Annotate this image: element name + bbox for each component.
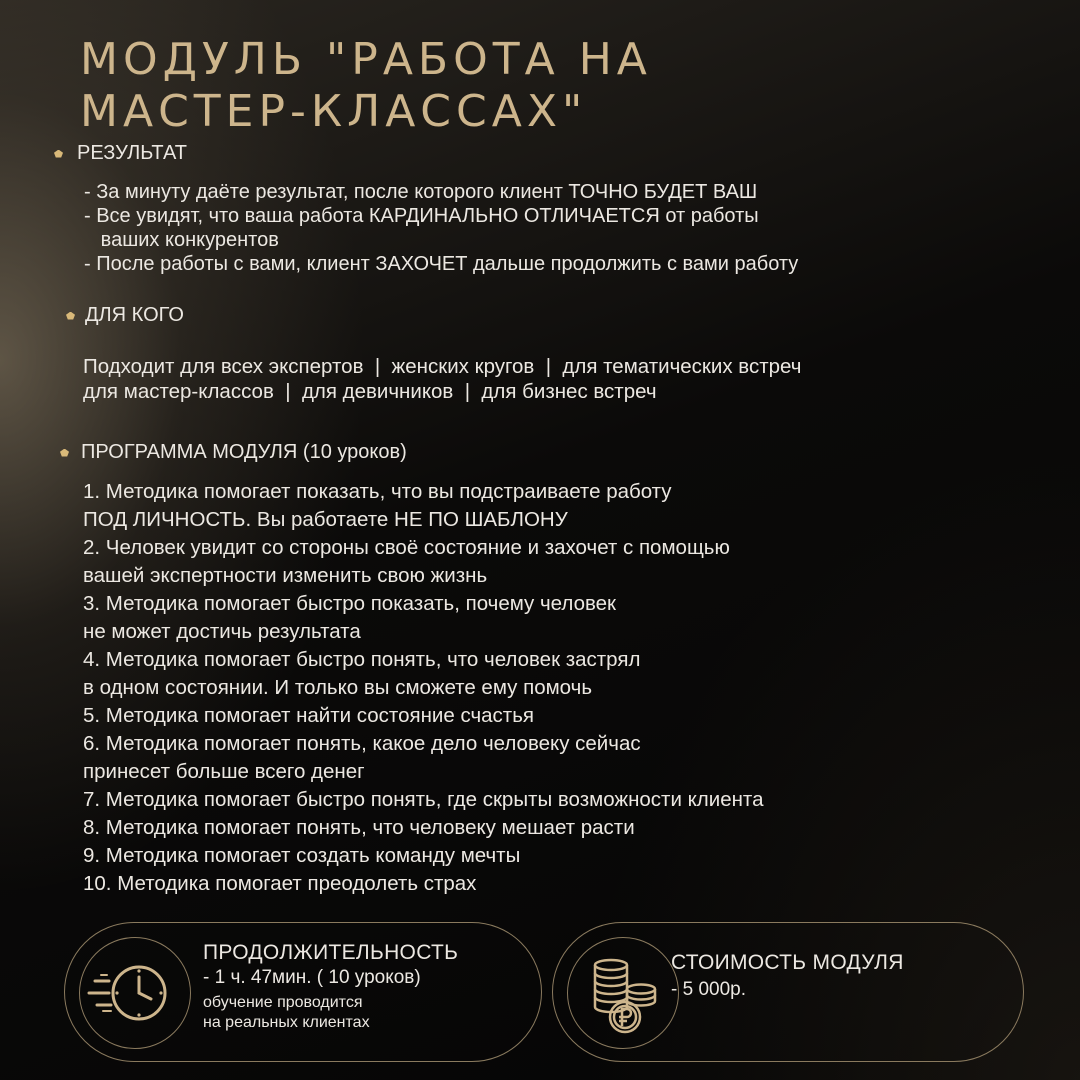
audience-list bbox=[83, 354, 801, 404]
price-value: - 5 000р. bbox=[671, 979, 746, 1000]
duration-note-line: на реальных клиентах bbox=[203, 1014, 370, 1031]
program-line: в одном состоянии. И только вы сможете ему помочь bbox=[83, 676, 592, 699]
title-line-1: МОДУЛЬ "РАБОТА НА bbox=[80, 34, 652, 85]
result-heading-label: РЕЗУЛЬТАТ bbox=[77, 142, 187, 164]
result-item: ваших конкурентов bbox=[84, 229, 279, 251]
clock-icon bbox=[79, 937, 191, 1049]
audience-heading-label: ДЛЯ КОГО bbox=[85, 304, 184, 326]
clock-icon-frame bbox=[79, 937, 191, 1049]
result-item: - После работы с вами, клиент ЗАХОЧЕТ дальше продолжить с вами работу bbox=[84, 253, 799, 275]
program-line: 5. Методика помогает найти состояние счастья bbox=[83, 704, 534, 727]
audience-line: для мастер-классов | для девичников | для бизнес встреч bbox=[83, 380, 657, 403]
coins-icon-frame bbox=[567, 937, 679, 1049]
audience-line: Подходит для всех экспертов | женских кругов | для тематических встреч bbox=[83, 355, 802, 378]
duration-value: - 1 ч. 47мин. ( 10 уроков) bbox=[203, 967, 421, 988]
result-item: - Все увидят, что ваша работа КАРДИНАЛЬНО ОТЛИЧАЕТСЯ от работы bbox=[84, 205, 759, 227]
result-item: - За минуту даёте результат, после которого клиент ТОЧНО БУДЕТ ВАШ bbox=[84, 181, 758, 203]
audience-heading bbox=[66, 304, 184, 327]
program-line: не может достичь результата bbox=[83, 620, 361, 643]
bullet-icon bbox=[66, 312, 75, 320]
page-title bbox=[80, 34, 1020, 138]
program-line: ПОД ЛИЧНОСТЬ. Вы работаете НЕ ПО ШАБЛОНУ bbox=[83, 508, 568, 531]
program-line: 1. Методика помогает показать, что вы подстраиваете работу bbox=[83, 480, 672, 503]
result-list bbox=[84, 180, 798, 276]
result-heading bbox=[54, 142, 187, 165]
duration-card bbox=[64, 922, 542, 1062]
program-line: вашей экспертности изменить свою жизнь bbox=[83, 564, 488, 587]
bullet-icon bbox=[60, 449, 69, 457]
program-line: 8. Методика помогает понять, что человеку мешает расти bbox=[83, 816, 635, 839]
program-heading-label: ПРОГРАММА МОДУЛЯ (10 уроков) bbox=[81, 441, 407, 463]
price-heading: СТОИМОСТЬ МОДУЛЯ bbox=[671, 951, 904, 974]
program-line: 4. Методика помогает быстро понять, что человек застрял bbox=[83, 648, 641, 671]
duration-note bbox=[203, 993, 370, 1033]
duration-note-line: обучение проводится bbox=[203, 994, 363, 1011]
price-card bbox=[552, 922, 1024, 1062]
title-line-2: МАСТЕР-КЛАССАХ" bbox=[80, 86, 588, 137]
program-heading bbox=[60, 441, 407, 464]
ruble-coins-icon bbox=[567, 937, 679, 1049]
bullet-icon bbox=[54, 150, 63, 158]
program-line: 7. Методика помогает быстро понять, где скрыты возможности клиента bbox=[83, 788, 764, 811]
program-line: принесет больше всего денег bbox=[83, 760, 365, 783]
program-line: 9. Методика помогает создать команду мечты bbox=[83, 844, 521, 867]
program-line: 2. Человек увидит со стороны своё состояние и захочет с помощью bbox=[83, 536, 730, 559]
duration-heading: ПРОДОЛЖИТЕЛЬНОСТЬ bbox=[203, 941, 459, 964]
program-line: 3. Методика помогает быстро показать, почему человек bbox=[83, 592, 617, 615]
program-line: 10. Методика помогает преодолеть страх bbox=[83, 872, 477, 895]
program-list bbox=[83, 478, 763, 898]
program-line: 6. Методика помогает понять, какое дело человеку сейчас bbox=[83, 732, 641, 755]
